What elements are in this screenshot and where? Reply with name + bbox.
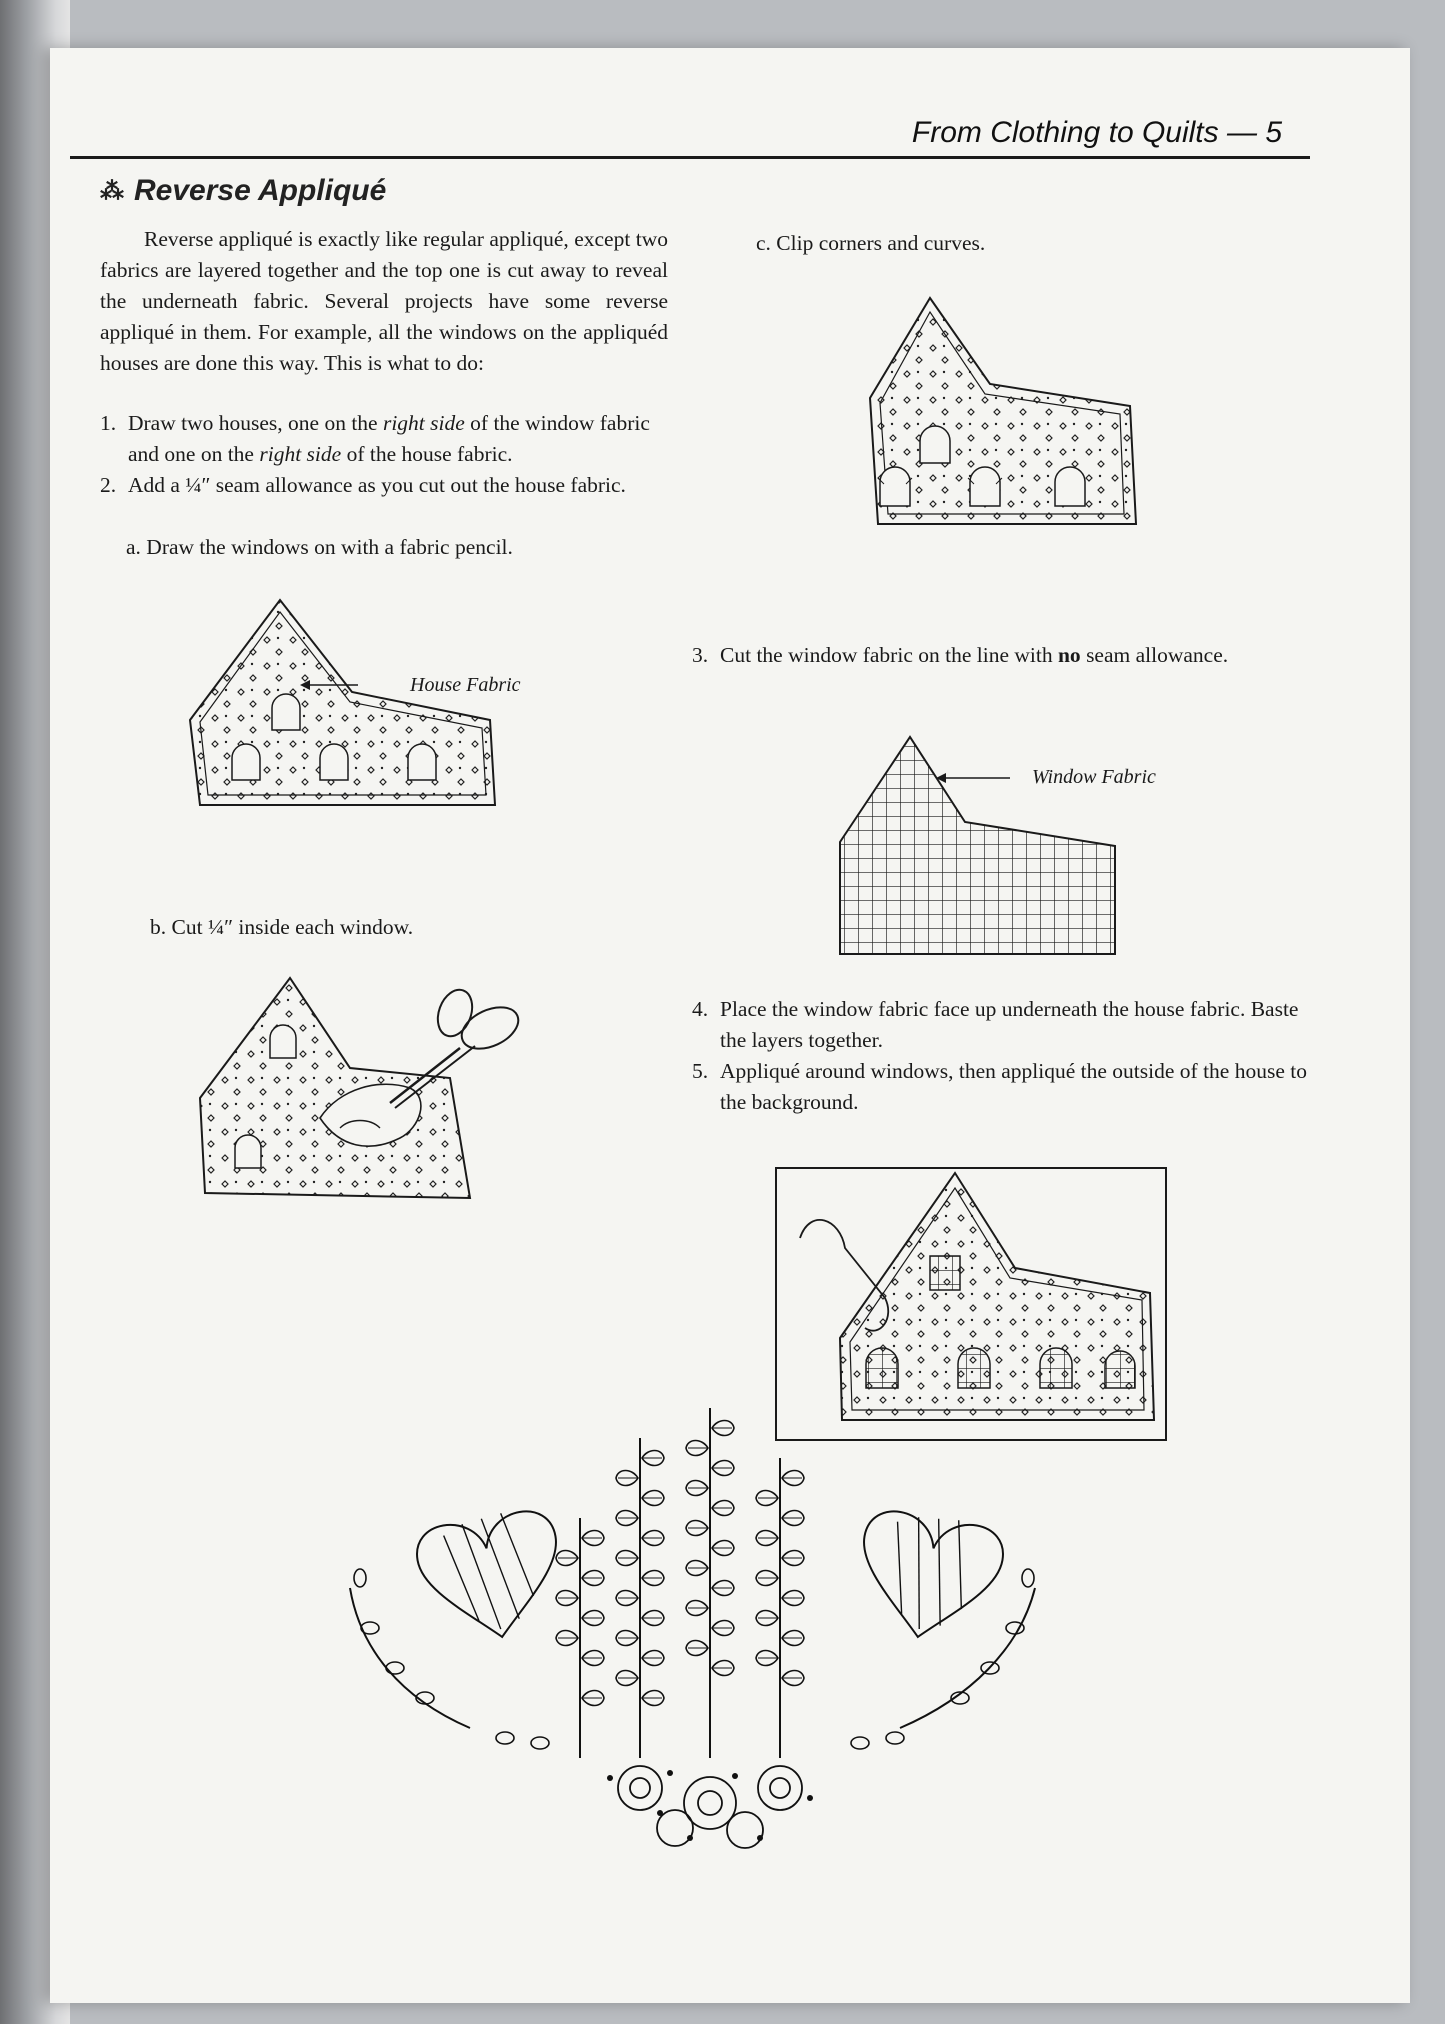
step-5-text: Appliqué around windows, then appliqué the outside of the house to the background. (720, 1059, 1307, 1114)
step-1-number: 1. (100, 411, 117, 435)
window-fabric-label: Window Fabric (1032, 766, 1156, 788)
step-4-number: 4. (692, 997, 709, 1021)
step-3-text (720, 640, 1318, 671)
book-page (50, 48, 1410, 2003)
step-1-text-e: of the house fabric. (341, 442, 513, 466)
step-3-text-b: no (1057, 643, 1081, 667)
cutting-window-illustration (190, 968, 620, 1208)
step-1-text-b: right side (382, 411, 465, 435)
flower-sprig-icon: ⁂ (100, 177, 124, 205)
step-2 (100, 470, 668, 501)
step-5-number: 5. (692, 1059, 709, 1083)
floral-motif-decoration (340, 1398, 1060, 1858)
step-2c: c. Clip corners and curves. (756, 231, 986, 255)
step-3 (692, 640, 1318, 671)
section-title-text: Reverse Appliqué (134, 174, 387, 207)
step-4 (692, 994, 1318, 1056)
step-1-text-d: right side (259, 442, 342, 466)
header-rule (70, 156, 1310, 159)
intro-paragraph: Reverse appliqué is exactly like regular appliqué, except two fabrics are layered together and the top one is cut away to reveal the underneath fabric. Several projects have some reverse appliqué in them. For example, all the windows on the appliquéd houses are done this way. This is what to do: (100, 227, 668, 375)
step-1-text-a: Draw two houses, one on the (128, 411, 383, 435)
step-1-text-c: of the window fabric and one on the (128, 411, 650, 466)
step-2-text: Add a ¼″ seam allowance as you cut out the house fabric. (128, 473, 626, 497)
step-2-number: 2. (100, 473, 117, 497)
step-1 (100, 408, 668, 470)
step-2a: a. Draw the windows on with a fabric pencil. (126, 535, 513, 559)
step-5 (692, 1056, 1318, 1118)
running-head: From Clothing to Quilts — 5 (911, 116, 1282, 149)
step-2b: b. Cut ¼″ inside each window. (150, 915, 414, 939)
step-1-text (128, 408, 668, 470)
clipped-house-illustration (820, 288, 1190, 533)
step-4-text: Place the window fabric face up underneath the house fabric. Baste the layers together. (720, 997, 1299, 1052)
house-fabric-label: House Fabric (410, 674, 521, 696)
step-3-text-c: seam allowance. (1080, 643, 1229, 667)
step-3-number: 3. (692, 643, 709, 667)
section-title (100, 174, 386, 208)
step-3-text-a: Cut the window fabric on the line with (720, 643, 1058, 667)
